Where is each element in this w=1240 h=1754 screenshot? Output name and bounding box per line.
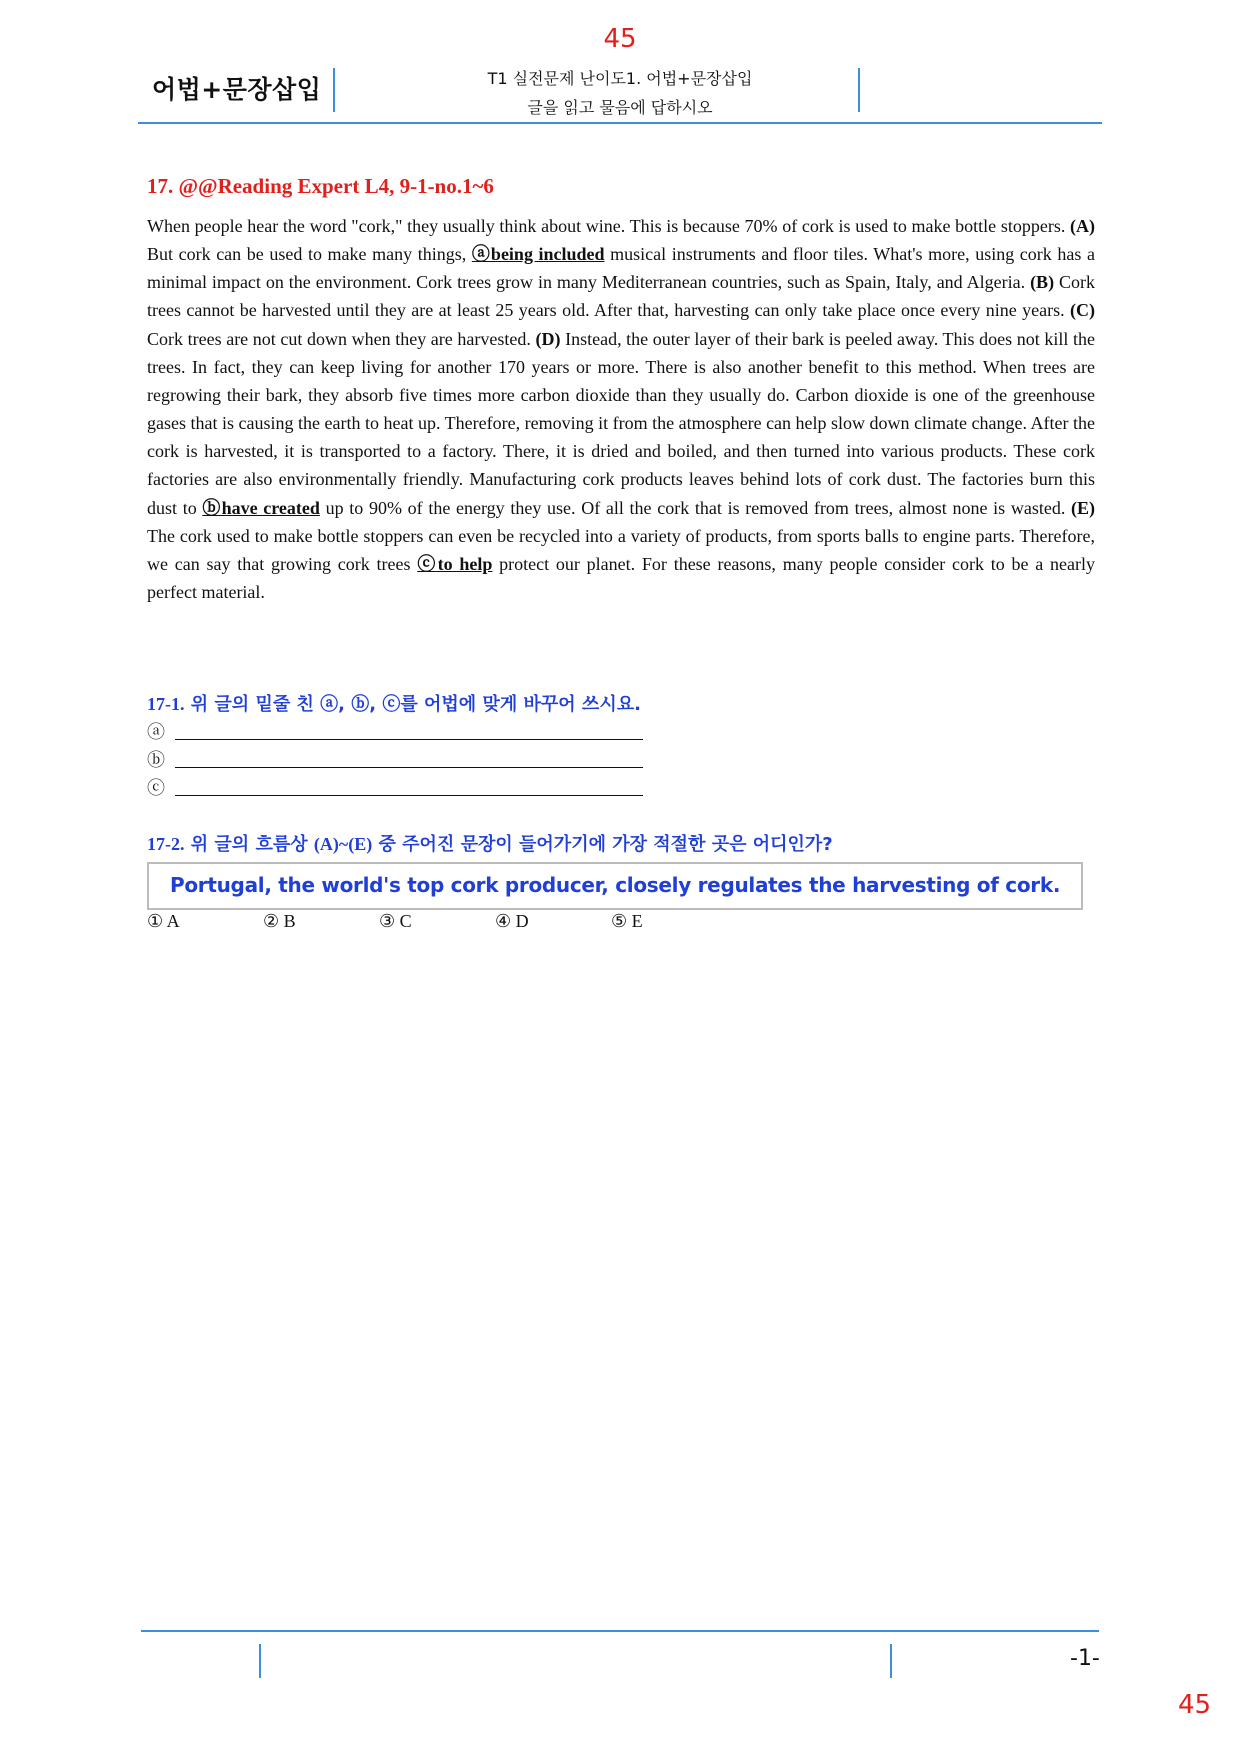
- answer-label-c: ⓒ: [147, 778, 165, 798]
- answer-line-b[interactable]: [147, 748, 643, 772]
- subquestion-2-number: 17-2.: [147, 834, 185, 854]
- underlined-phrase-c: ⓒto help: [417, 553, 493, 574]
- bottom-page-number: 45: [1178, 1690, 1212, 1720]
- choice-1[interactable]: ① A: [147, 911, 180, 931]
- answer-line-c[interactable]: [147, 776, 643, 800]
- insertion-mark-a: (A): [1070, 216, 1095, 236]
- insertion-mark-b: (B): [1030, 272, 1055, 293]
- passage-text: Cork trees cannot be harvested until they are at least 25 years old. After that, harvesting can only take place once every nine years.: [147, 272, 1096, 321]
- given-sentence: Portugal, the world's top cork producer, closely regulates the harvesting of cork.: [170, 873, 1061, 897]
- answer-label-a: ⓐ: [147, 722, 165, 742]
- passage-text: Cork trees are not cut down when they are harvested.: [147, 328, 536, 349]
- choice-3[interactable]: ③ C: [379, 911, 412, 931]
- header-divider-left: [333, 68, 335, 112]
- footer-divider-left: [259, 1644, 261, 1678]
- header-subtitle-line2: 글을 읽고 물음에 답하시오: [527, 98, 713, 117]
- subquestion-2-range: (A)~(E): [313, 834, 373, 854]
- passage-text: protect our planet. For these reasons, many people consider cork to be a nearly perfect material.: [147, 553, 1095, 603]
- passage-text: The cork used to make bottle stoppers can even be recycled into a variety of products, from sports balls to engine parts. Therefore, we can say that growing cork trees: [147, 525, 1095, 574]
- reading-passage: [147, 212, 1095, 606]
- subquestion-1-number: 17-1.: [147, 694, 185, 714]
- subquestion-2-text-b: 중 주어진 문장이 들어가기에 가장 적절한 곳은 어디인가?: [372, 834, 833, 855]
- passage-text: When people hear the word "cork," they usually think about wine. This is because 70% of cork is used to make bottle stoppers.: [147, 216, 1070, 236]
- underlined-phrase-a: ⓐbeing included: [471, 244, 605, 265]
- insertion-mark-c: (C): [1070, 300, 1095, 321]
- header-subtitle-line1: T1 실전문제 난이도1. 어법+문장삽입: [487, 69, 753, 88]
- answer-blank-c[interactable]: [175, 776, 643, 796]
- question-title: 17. @@Reading Expert L4, 9-1-no.1~6: [147, 174, 494, 198]
- top-page-number: 45: [603, 24, 637, 54]
- header-title: 어법+문장삽입: [152, 75, 322, 104]
- footer-rule: [141, 1630, 1099, 1632]
- answer-line-a[interactable]: [147, 720, 643, 744]
- insertion-mark-d: (D): [535, 328, 561, 349]
- footer-page-label: -1-: [1070, 1646, 1100, 1671]
- choice-5[interactable]: ⑤ E: [611, 911, 643, 931]
- passage-text: Instead, the outer layer of their bark is peeled away. This does not kill the trees. In fact, they can keep living for another 170 years or more. There is also another benefit to this method. When trees are regrowing their bark, they absorb five times more carbon dioxide than they usually do. Carbon dioxide is one of the greenhouse gases that is causing the earth to heat up. Therefore, removing it from the atmosphere can help slow down climate change. After the cork is harvested, it is transported to a factory. There, it is dried and boiled, and then turned into various products. These cork factories are also environmentally friendly. Manufacturing cork products leaves behind lots of cork dust. The factories burn this dust to: [147, 328, 1095, 518]
- subquestion-1: [147, 690, 641, 716]
- header-divider-right: [858, 68, 860, 112]
- subquestion-2-text-a: 위 글의 흐름상: [184, 834, 314, 855]
- choice-2[interactable]: ② B: [263, 911, 296, 931]
- passage-text: musical instruments and floor tiles. What's more, using cork has a minimal impact on the environment. Cork trees grow in many Mediterranean countries, such as Spain, Italy, and Algeria.: [147, 244, 1095, 293]
- footer-divider-right: [890, 1644, 892, 1678]
- answer-label-b: ⓑ: [147, 750, 165, 770]
- answer-blank-b[interactable]: [175, 748, 643, 768]
- answer-blank-a[interactable]: [175, 720, 643, 740]
- choice-4[interactable]: ④ D: [495, 911, 529, 931]
- insertion-mark-e: (E): [1071, 497, 1096, 518]
- subquestion-1-text: 위 글의 밑줄 친 ⓐ, ⓑ, ⓒ를 어법에 맞게 바꾸어 쓰시요.: [184, 694, 641, 715]
- passage-text: up to 90% of the energy they use. Of all the cork that is removed from trees, almost none is wasted.: [319, 497, 1072, 518]
- subquestion-2: [147, 830, 833, 856]
- passage-text: But cork can be used to make many things,: [147, 244, 472, 265]
- header-rule: [138, 122, 1102, 124]
- header-subtitle: [380, 64, 860, 122]
- underlined-phrase-b: ⓑhave created: [202, 497, 320, 518]
